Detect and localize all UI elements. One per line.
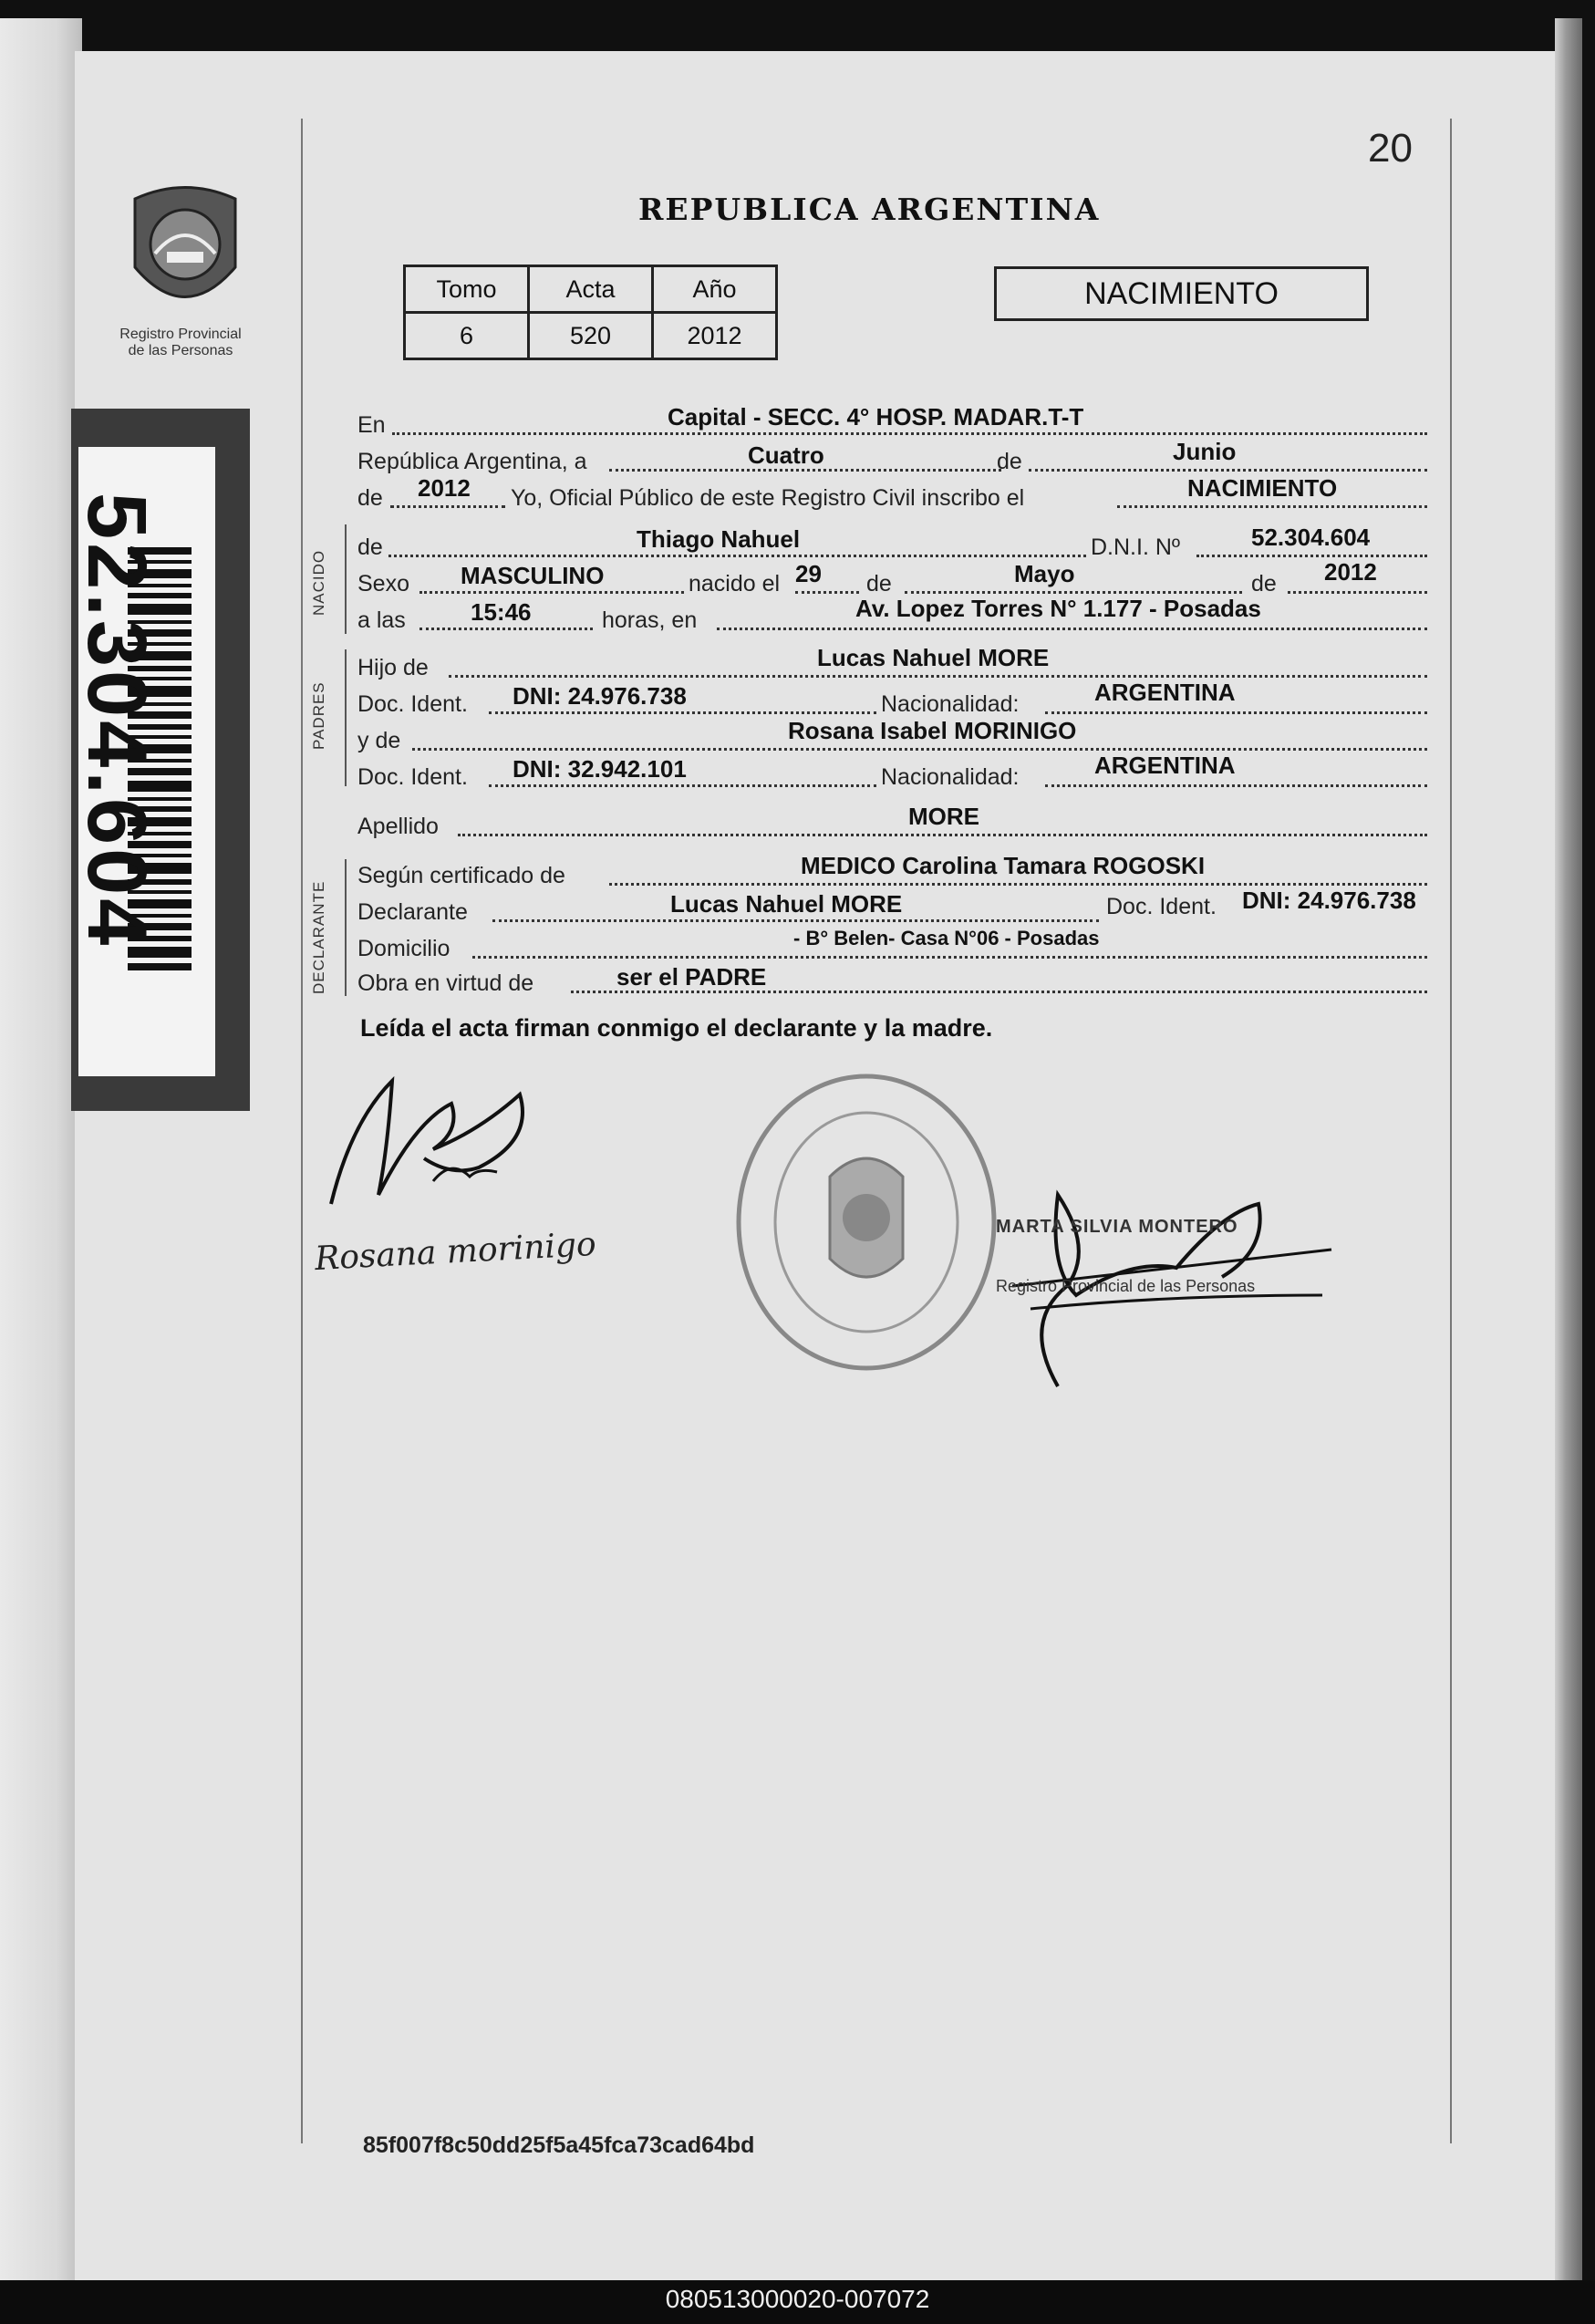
record-type-value: NACIMIENTO — [1187, 474, 1338, 502]
registry-value-anio: 2012 — [653, 313, 777, 359]
section-bracket — [345, 649, 347, 786]
registry-value-acta: 520 — [529, 313, 653, 359]
dotted-line — [449, 675, 1427, 678]
barcode-number: 52.304.604 — [70, 493, 163, 949]
mother-label: y de — [357, 728, 401, 753]
dotted-line — [388, 555, 1086, 557]
official-name: MARTA SILVIA MONTERO — [996, 1217, 1238, 1237]
document-title: REPUBLICA ARGENTINA — [638, 192, 1101, 227]
father-doc-label: Doc. Ident. — [357, 691, 468, 717]
birth-day-value: 29 — [795, 560, 822, 587]
father-doc-value: DNI: 24.976.738 — [513, 682, 687, 710]
newborn-name-value: Thiago Nahuel — [637, 525, 801, 553]
right-margin-line — [1450, 119, 1452, 2143]
section-label-declarante: DECLARANTE — [310, 880, 327, 994]
virtue-label: Obra en virtud de — [357, 970, 534, 996]
mother-doc-label: Doc. Ident. — [357, 764, 468, 790]
dotted-line — [1288, 591, 1427, 594]
sex-label: Sexo — [357, 571, 409, 597]
registry-header-tomo: Tomo — [405, 266, 529, 313]
dotted-line — [419, 628, 593, 630]
birth-place-value: Av. Lopez Torres N° 1.177 - Posadas — [855, 595, 1261, 622]
place-value: Capital - SECC. 4° HOSP. MADAR.T-T — [668, 403, 1084, 431]
declarant-value: Lucas Nahuel MORE — [670, 890, 903, 918]
dotted-line — [472, 956, 1427, 959]
address-label: Domicilio — [357, 936, 451, 961]
dni-value: 52.304.604 — [1251, 524, 1371, 551]
footer-code: 080513000020-007072 — [665, 2285, 930, 2313]
father-nationality-value: ARGENTINA — [1094, 679, 1236, 706]
official-registry: Registro Provincial de las Personas — [996, 1277, 1256, 1295]
virtue-value: ser el PADRE — [616, 963, 767, 991]
left-margin-line — [301, 119, 303, 2143]
logo-caption — [98, 327, 263, 359]
father-label: Hijo de — [357, 655, 429, 680]
mother-nationality-label: Nacionalidad: — [881, 764, 1020, 790]
dotted-line — [1045, 711, 1427, 714]
registry-value-tomo: 6 — [405, 313, 529, 359]
dotted-line — [717, 628, 1427, 630]
official-stamp-icon — [730, 1067, 1003, 1391]
day-value: Cuatro — [748, 441, 824, 469]
dotted-line — [412, 748, 1427, 751]
dotted-line — [609, 883, 1427, 886]
surname-value: MORE — [908, 803, 979, 830]
dotted-line — [1196, 555, 1427, 557]
de-label: de — [1251, 571, 1277, 597]
registry-table — [403, 265, 778, 360]
address-value: - B° Belen- Casa N°06 - Posadas — [793, 927, 1100, 949]
dotted-line — [489, 711, 876, 714]
record-type-box: NACIMIENTO — [994, 266, 1369, 321]
father-name-value: Lucas Nahuel MORE — [817, 644, 1050, 671]
closing-statement: Leída el acta firman conmigo el declarante y la madre. — [360, 1014, 993, 1042]
birth-time-value: 15:46 — [471, 598, 532, 626]
section-bracket — [345, 859, 347, 996]
declarant-label: Declarante — [357, 899, 468, 925]
dotted-line — [1117, 505, 1427, 508]
dotted-line — [492, 919, 1099, 922]
inscription-text: Yo, Oficial Público de este Registro Civil inscribo el — [511, 485, 1025, 511]
provincial-seal-icon — [117, 181, 254, 331]
surname-label: Apellido — [357, 814, 439, 839]
certificate-value: MEDICO Carolina Tamara ROGOSKI — [801, 852, 1206, 879]
section-label-padres: PADRES — [310, 681, 327, 750]
page-number: 20 — [1368, 126, 1413, 171]
de-label: de — [866, 571, 892, 597]
right-page-edge — [1555, 18, 1582, 2289]
de-label: de — [997, 449, 1022, 474]
mother-doc-value: DNI: 32.942.101 — [513, 755, 687, 783]
section-label-nacido: NACIDO — [310, 549, 327, 616]
born-label: nacido el — [689, 571, 781, 597]
registry-table-value-row — [405, 313, 777, 359]
year-value: 2012 — [418, 474, 471, 502]
registry-table-header-row — [405, 266, 777, 313]
birth-month-value: Mayo — [1014, 560, 1075, 587]
left-page-edge — [0, 18, 82, 2280]
dotted-line — [489, 784, 876, 787]
declarant-signature-icon — [324, 1067, 543, 1227]
place-of-birth-label: horas, en — [602, 607, 698, 633]
dotted-line — [1045, 784, 1427, 787]
logo-caption-line2: de las Personas — [128, 343, 233, 358]
dotted-line — [1029, 469, 1427, 472]
registry-header-anio: Año — [653, 266, 777, 313]
declarant-doc-label: Doc. Ident. — [1106, 894, 1217, 919]
registry-header-acta: Acta — [529, 266, 653, 313]
place-label: En — [357, 412, 386, 438]
dni-label: D.N.I. Nº — [1091, 534, 1181, 560]
de-label: de — [357, 485, 383, 511]
dotted-line — [458, 834, 1427, 836]
declarant-doc-value: DNI: 24.976.738 — [1242, 887, 1416, 914]
month-value: Junio — [1173, 438, 1237, 465]
dotted-line — [392, 432, 1427, 435]
dotted-line — [905, 591, 1242, 594]
mother-signature: Rosana morinigo — [314, 1225, 597, 1279]
mother-name-value: Rosana Isabel MORINIGO — [788, 717, 1077, 744]
dotted-line — [419, 591, 684, 594]
logo-caption-line1: Registro Provincial — [119, 327, 242, 342]
country-date-label: República Argentina, a — [357, 449, 587, 474]
dotted-line — [795, 591, 859, 594]
birth-year-value: 2012 — [1324, 558, 1377, 586]
father-nationality-label: Nacionalidad: — [881, 691, 1020, 717]
certificate-label: Según certificado de — [357, 863, 565, 888]
sex-value: MASCULINO — [461, 562, 605, 589]
mother-nationality-value: ARGENTINA — [1094, 752, 1236, 779]
document-hash: 85f007f8c50dd25f5a45fca73cad64bd — [363, 2132, 755, 2158]
section-bracket — [345, 524, 347, 634]
time-label: a las — [357, 607, 406, 633]
newborn-name-label: de — [357, 534, 383, 560]
dotted-line — [390, 505, 505, 508]
